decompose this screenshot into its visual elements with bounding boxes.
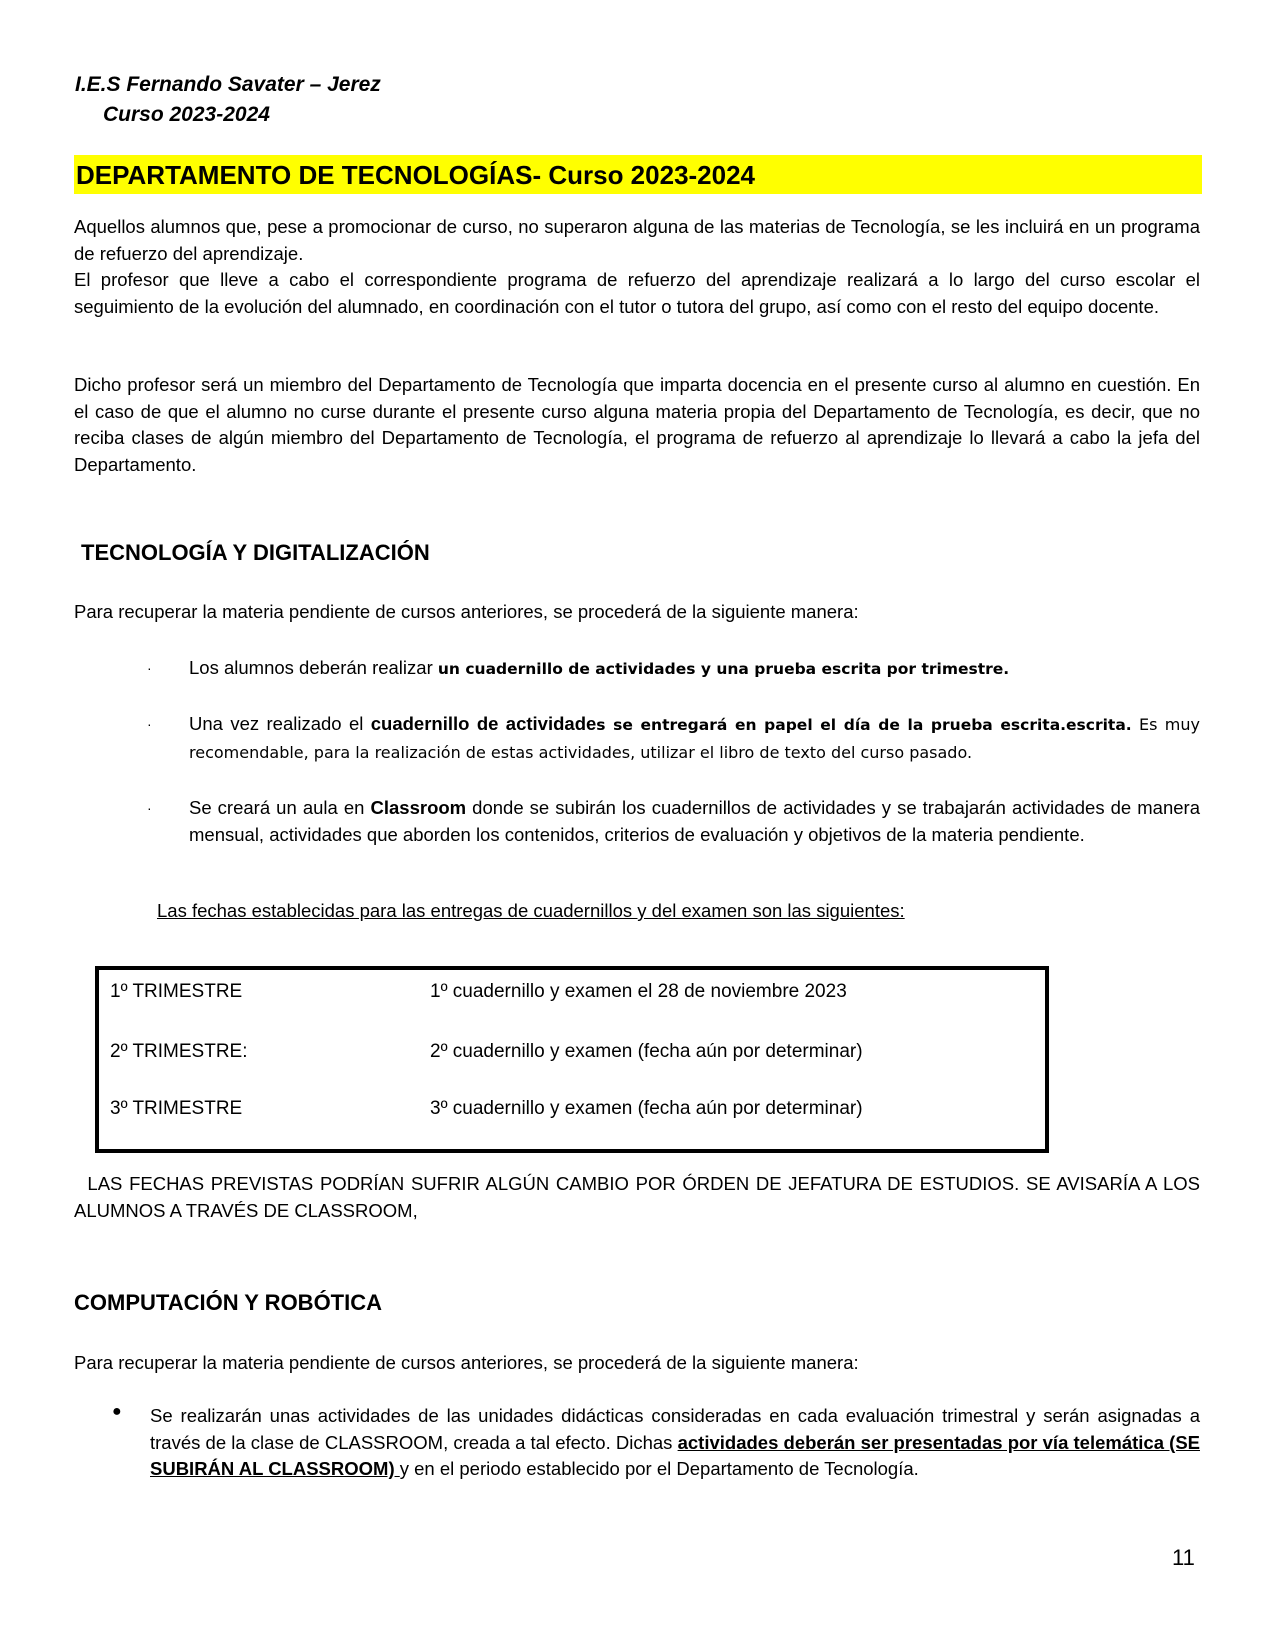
dates-table xyxy=(95,966,1049,1153)
bullet-1-bold: un cuadernillo de actividades y una prueba escrita por trimestre. xyxy=(437,660,1010,678)
intro-paragraph-1: Aquellos alumnos que, pese a promocionar de curso, no superaron alguna de las materias de Tecnología, se les incluirá en un programa de refuerzo del aprendizaje. xyxy=(74,216,1200,264)
section1-lead: Para recuperar la materia pendiente de cursos anteriores, se procederá de la siguiente manera: xyxy=(74,601,859,622)
page-number: 11 xyxy=(1172,1545,1195,1570)
bullet-2-text: Una vez realizado el xyxy=(189,713,371,734)
section2-bullet-1 xyxy=(150,1403,1200,1483)
intro-paragraph-2: El profesor que lleve a cabo el correspondiente programa de refuerzo del aprendizaje realizará a lo largo del curso escolar el seguimiento de la evolución del alumnado, en coordinación con el tutor o tutora del grupo, así como con el resto del equipo docente. xyxy=(74,269,1200,317)
bullet-3-rest: donde se subirán los cuadernillos de actividades y se trabajarán actividades de manera mensual, actividades que aborden los contenidos, criterios de evaluación y objetivos de la materia pendiente. xyxy=(189,797,1200,845)
course-year: Curso 2023-2024 xyxy=(103,103,270,126)
section2-bullet-rest: y en el periodo establecido por el Departamento de Tecnología. xyxy=(399,1458,919,1479)
table-detail-3: 3º cuadernillo y examen (fecha aún por determinar) xyxy=(430,1098,863,1119)
table-detail-1: 1º cuadernillo y examen el 28 de noviembre 2023 xyxy=(430,981,847,1002)
table-term-1: 1º TRIMESTRE xyxy=(110,981,243,1002)
section-title-computacion: COMPUTACIÓN Y ROBÓTICA xyxy=(74,1290,383,1315)
section1-bullet-3 xyxy=(189,795,1200,848)
section2-lead: Para recuperar la materia pendiente de cursos anteriores, se procederá de la siguiente manera: xyxy=(74,1352,859,1373)
department-banner: DEPARTAMENTO DE TECNOLOGÍAS- Curso 2023-2024 xyxy=(74,155,1202,194)
bullet-2-recommendation: Es muy recomendable, para la realización de estas actividades, utilizar el libro de texto del curso pasado. xyxy=(189,715,1200,762)
bullet-marker: · xyxy=(147,716,152,732)
dates-intro: Las fechas establecidas para las entregas de cuadernillos y del examen son las siguientes: xyxy=(157,900,905,921)
school-name: I.E.S Fernando Savater – Jerez xyxy=(75,73,381,96)
section1-bullet-2 xyxy=(189,711,1200,766)
bullet-marker: · xyxy=(147,660,152,676)
section2-bullet-bold-underlined: actividades deberán ser presentadas por vía telemática (SE SUBIRÁN AL CLASSROOM) xyxy=(150,1431,1200,1479)
bullet-2-bold-calibri: s se entregará en papel el día de la prueba escrita.escrita. xyxy=(596,716,1132,734)
section2-bullet-text: Se realizarán unas actividades de las unidades didácticas consideradas en cada evaluación trimestral y serán asignadas a través de la clase de CLASSROOM, creada a tal efecto. Dichas xyxy=(150,1405,1200,1453)
dates-notice: LAS FECHAS PREVISTAS PODRÍAN SUFRIR ALGÚN CAMBIO POR ÓRDEN DE JEFATURA DE ESTUDIOS. SE AVISARÍA A LOS ALUMNOS A TRAVÉS DE CLASSROOM, xyxy=(74,1173,1205,1221)
table-term-3: 3º TRIMESTRE xyxy=(110,1098,243,1119)
table-detail-2: 2º cuadernillo y examen (fecha aún por determinar) xyxy=(430,1041,863,1062)
bullet-1-text: Los alumnos deberán realizar xyxy=(189,657,438,678)
bullet-3-text: Se creará un aula en xyxy=(189,797,371,818)
table-term-2: 2º TRIMESTRE: xyxy=(110,1041,248,1062)
intro-paragraph-3: Dicho profesor será un miembro del Departamento de Tecnología que imparta docencia en el presente curso al alumno en cuestión. En el caso de que el alumno no curse durante el presente curso alguna materia propia del Departamento de Tecnología, es decir, que no reciba clases de algún miembro del Departamento de Tecnología, el programa de refuerzo al aprendizaje lo llevará a cabo la jefa del Departamento. xyxy=(74,374,1200,475)
bullet-marker: ● xyxy=(112,1403,122,1420)
section-title-tecnologia: TECNOLOGÍA Y DIGITALIZACIÓN xyxy=(81,540,430,565)
section1-bullet-1 xyxy=(189,655,1200,683)
classroom-bold: Classroom xyxy=(370,797,467,818)
bullet-marker: · xyxy=(147,800,152,816)
bullet-2-bold: cuadernillo de actividade xyxy=(370,713,597,734)
